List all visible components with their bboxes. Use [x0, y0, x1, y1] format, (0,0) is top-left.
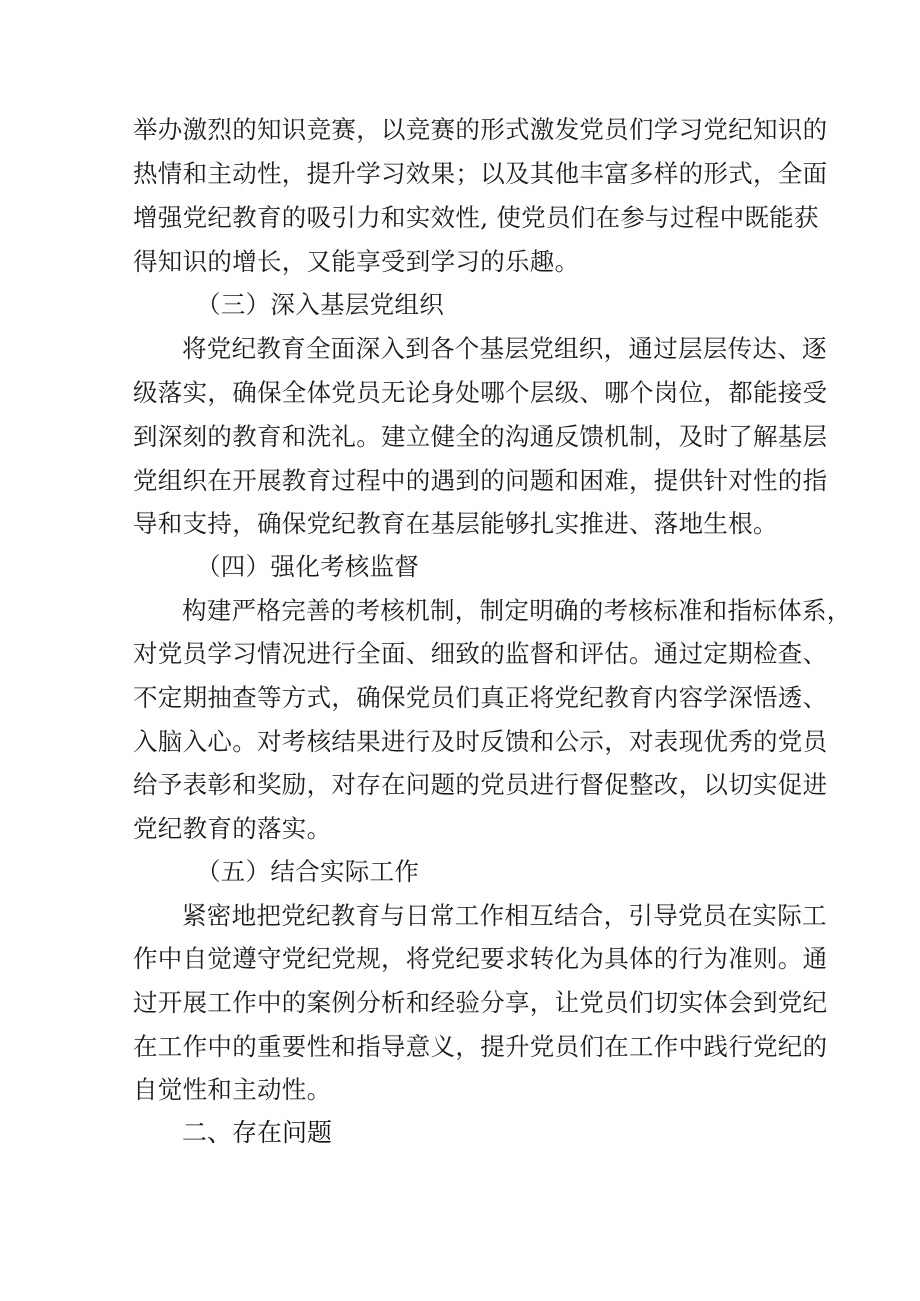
paragraph-line: 举办激烈的知识竞赛，以竞赛的形式激发党员们学习党纪知识的 [133, 115, 828, 144]
paragraph-line: 紧密地把党纪教育与日常工作相互结合，引导党员在实际工 [182, 901, 827, 930]
paragraph-line: 在工作中的重要性和指导意义，提升党员们在工作中践行党纪的 [133, 1032, 828, 1061]
paragraph-line: 给予表彰和奖励，对存在问题的党员进行督促整改，以切实促进 [133, 770, 828, 799]
paragraph-line: 导和支持，确保党纪教育在基层能够扎实推进、落地生根。 [133, 509, 778, 538]
paragraph-line: 作中自觉遵守党纪党规，将党纪要求转化为具体的行为准则。通 [133, 944, 828, 973]
paragraph-line: 增强党纪教育的吸引力和实效性, 使党员们在参与过程中既能获 [133, 203, 819, 232]
paragraph-line: 将党纪教育全面深入到各个基层党组织，通过层层传达、逐 [182, 334, 827, 363]
chapter-heading: 二、存在问题 [182, 1118, 333, 1147]
paragraph-line: 过开展工作中的案例分析和经验分享，让党员们切实体会到党纪 [133, 988, 828, 1017]
paragraph-line: 党组织在开展教育过程中的遇到的问题和困难，提供针对性的指 [133, 466, 828, 495]
paragraph-line: 自觉性和主动性。 [133, 1075, 332, 1104]
paragraph-line: 对党员学习情况进行全面、细致的监督和评估。通过定期检查、 [133, 639, 828, 668]
paragraph-line: 入脑入心。对考核结果进行及时反馈和公示，对表现优秀的党员 [133, 727, 828, 756]
paragraph-line: 构建严格完善的考核机制，制定明确的考核标准和指标体系， [182, 596, 852, 625]
section-title: （三）深入基层党组织 [196, 290, 444, 319]
paragraph-line: 得知识的增长，又能享受到学习的乐趣。 [133, 247, 580, 276]
section-title: （四）强化考核监督 [196, 552, 420, 581]
paragraph-line: 党纪教育的落实。 [133, 814, 332, 843]
section-title: （五）结合实际工作 [196, 857, 420, 886]
paragraph-line: 级落实，确保全体党员无论身处哪个层级、哪个岗位，都能接受 [133, 378, 828, 407]
paragraph-line: 到深刻的教育和洗礼。建立健全的沟通反馈机制，及时了解基层 [133, 422, 828, 451]
paragraph-line: 不定期抽查等方式，确保党员们真正将党纪教育内容学深悟透、 [133, 683, 828, 712]
paragraph-line: 热情和主动性，提升学习效果；以及其他丰富多样的形式，全面 [133, 159, 828, 188]
